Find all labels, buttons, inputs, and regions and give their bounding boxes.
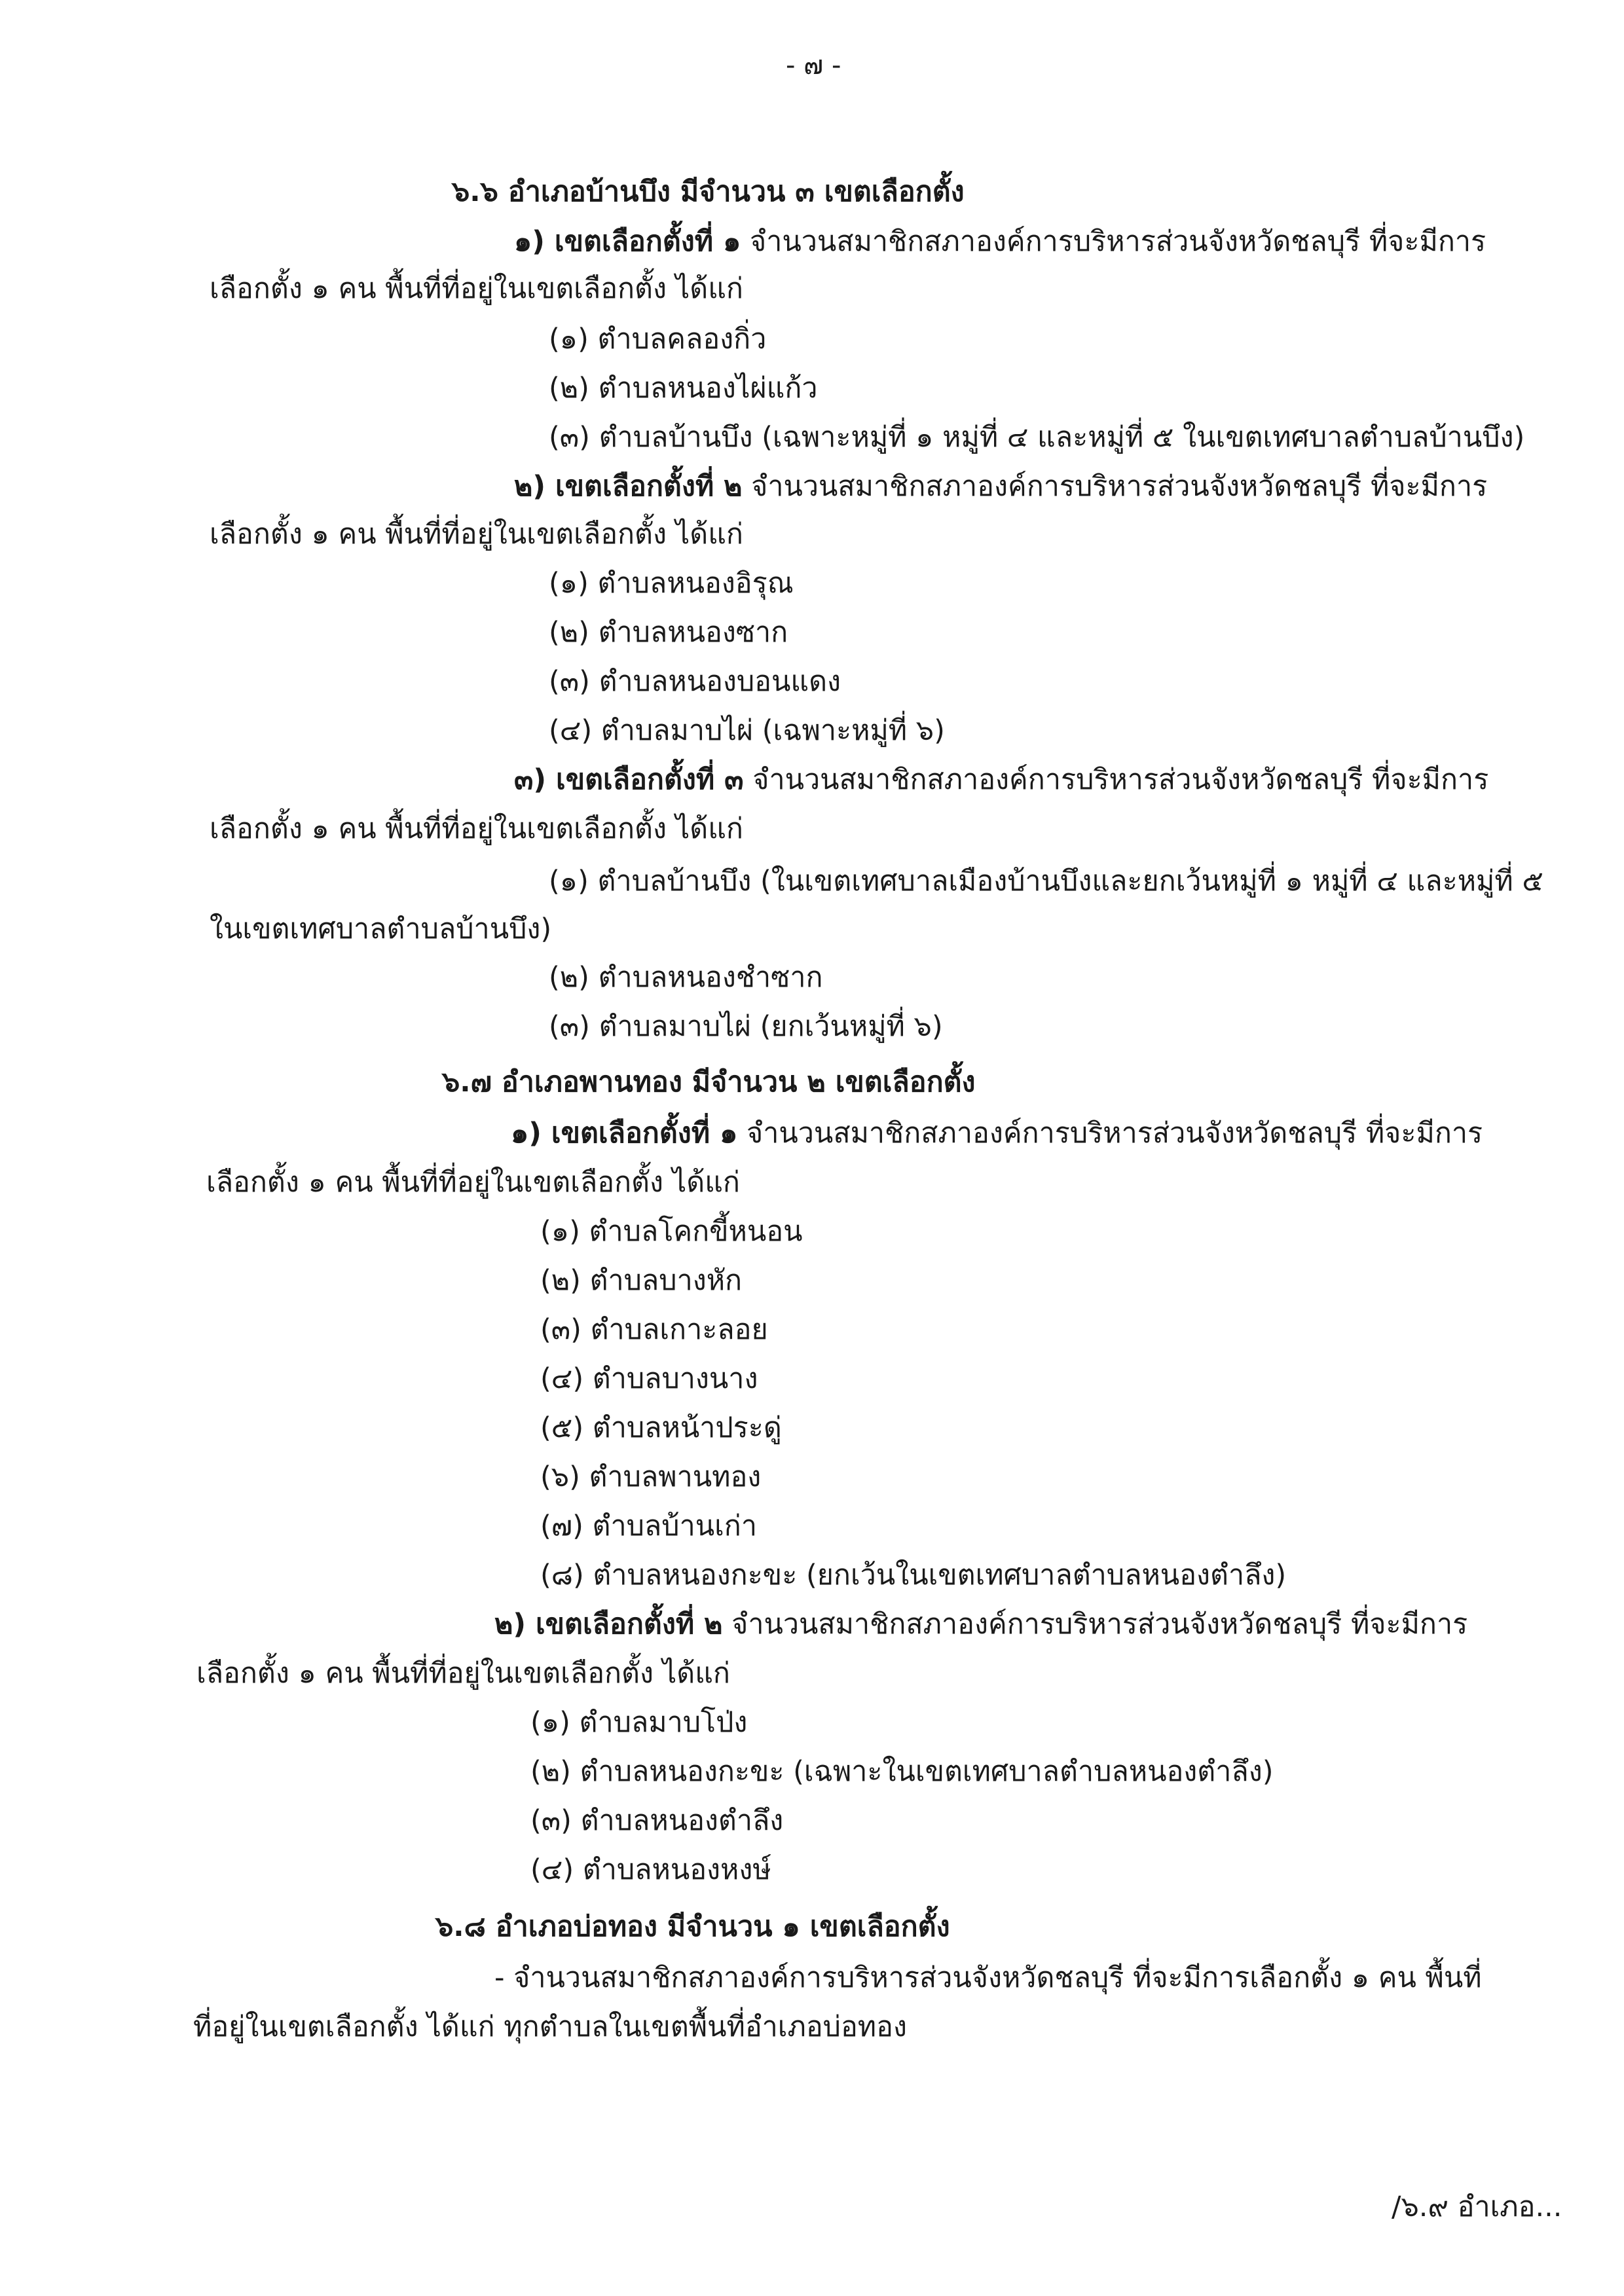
district-text: จำนวนสมาชิกสภาองค์การบริหารส่วนจังหวัดชลบุรี ที่จะมีการ <box>742 470 1488 503</box>
list-item: (๗) ตำบลบ้านเก่า <box>540 1510 757 1542</box>
district-label: ๓) เขตเลือกตั้งที่ ๓ <box>514 763 744 796</box>
list-item: (๑) ตำบลหนองอิรุณ <box>549 567 794 600</box>
list-item: (๓) ตำบลบ้านบึง (เฉพาะหมู่ที่ ๑ หมู่ที่ ๔ และหมู่ที่ ๕ ในเขตเทศบาลตำบลบ้านบึง) <box>549 421 1525 454</box>
district-2-paragraph <box>494 1608 1468 1641</box>
section-heading-6-6: ๖.๖ อำเภอบ้านบึง มีจำนวน ๓ เขตเลือกตั้ง <box>452 175 965 208</box>
district-text: จำนวนสมาชิกสภาองค์การบริหารส่วนจังหวัดชลบุรี ที่จะมีการ <box>722 1608 1468 1641</box>
list-item: (๓) ตำบลหนองบอนแดง <box>549 665 841 698</box>
district-text: จำนวนสมาชิกสภาองค์การบริหารส่วนจังหวัดชลบุรี ที่จะมีการ <box>737 1117 1483 1150</box>
section-heading-6-7: ๖.๗ อำเภอพานทอง มีจำนวน ๒ เขตเลือกตั้ง <box>442 1066 976 1099</box>
district-3-paragraph <box>514 763 1489 796</box>
list-item: (๑) ตำบลคลองกิ่ว <box>549 323 767 355</box>
section-paragraph-continuation: ที่อยู่ในเขตเลือกตั้ง ได้แก่ ทุกตำบลในเขตพื้นที่อำเภอบ่อทอง <box>193 2011 907 2043</box>
district-label: ๑) เขตเลือกตั้งที่ ๑ <box>514 225 741 258</box>
list-item: (๒) ตำบลหนองชำซาก <box>549 961 823 994</box>
page-number: - ๗ - <box>786 50 841 81</box>
list-item: (๓) ตำบลมาบไผ่ (ยกเว้นหมู่ที่ ๖) <box>549 1010 943 1043</box>
list-item: (๕) ตำบลหน้าประดู่ <box>540 1412 782 1444</box>
list-item: (๔) ตำบลมาบไผ่ (เฉพาะหมู่ที่ ๖) <box>549 714 945 747</box>
district-label: ๒) เขตเลือกตั้งที่ ๒ <box>494 1608 723 1641</box>
list-item: (๒) ตำบลบางหัก <box>540 1264 743 1297</box>
list-item: (๒) ตำบลหนองกะขะ (เฉพาะในเขตเทศบาลตำบลหนองตำลึง) <box>530 1755 1274 1788</box>
list-item: (๘) ตำบลหนองกะขะ (ยกเว้นในเขตเทศบาลตำบลหนองตำลึง) <box>540 1559 1287 1592</box>
district-text: จำนวนสมาชิกสภาองค์การบริหารส่วนจังหวัดชลบุรี ที่จะมีการ <box>741 225 1486 258</box>
list-item: (๑) ตำบลมาบโป่ง <box>530 1706 748 1739</box>
district-label: ๒) เขตเลือกตั้งที่ ๒ <box>514 470 743 503</box>
list-item: (๔) ตำบลบางนาง <box>540 1362 758 1395</box>
list-item: (๓) ตำบลหนองตำลึง <box>530 1804 784 1837</box>
district-2-continuation: เลือกตั้ง ๑ คน พื้นที่ที่อยู่ในเขตเลือกตั้ง ได้แก่ <box>196 1657 730 1690</box>
list-item-continuation: ในเขตเทศบาลตำบลบ้านบึง) <box>210 913 552 945</box>
list-item: (๒) ตำบลหนองไผ่แก้ว <box>549 372 818 405</box>
district-1-paragraph <box>511 1117 1483 1150</box>
list-item: (๓) ตำบลเกาะลอย <box>540 1313 768 1346</box>
district-1-continuation: เลือกตั้ง ๑ คน พื้นที่ที่อยู่ในเขตเลือกตั้ง ได้แก่ <box>206 1166 740 1199</box>
district-3-continuation: เลือกตั้ง ๑ คน พื้นที่ที่อยู่ในเขตเลือกตั้ง ได้แก่ <box>210 812 743 845</box>
list-item: (๑) ตำบลบ้านบึง (ในเขตเทศบาลเมืองบ้านบึงและยกเว้นหมู่ที่ ๑ หมู่ที่ ๔ และหมู่ที่ ๕ <box>549 865 1543 898</box>
list-item: (๒) ตำบลหนองซาก <box>549 616 788 649</box>
page-footer-continuation: /๖.๙ อำเภอ... <box>1392 2191 1562 2223</box>
section-heading-6-8: ๖.๘ อำเภอบ่อทอง มีจำนวน ๑ เขตเลือกตั้ง <box>435 1910 950 1943</box>
district-1-paragraph <box>514 225 1486 258</box>
district-1-continuation: เลือกตั้ง ๑ คน พื้นที่ที่อยู่ในเขตเลือกตั้ง ได้แก่ <box>210 272 743 305</box>
district-2-continuation: เลือกตั้ง ๑ คน พื้นที่ที่อยู่ในเขตเลือกตั้ง ได้แก่ <box>210 518 743 551</box>
district-2-paragraph <box>514 470 1488 503</box>
list-item: (๔) ตำบลหนองหงษ์ <box>530 1853 771 1886</box>
district-label: ๑) เขตเลือกตั้งที่ ๑ <box>511 1117 738 1150</box>
district-text: จำนวนสมาชิกสภาองค์การบริหารส่วนจังหวัดชลบุรี ที่จะมีการ <box>743 763 1489 796</box>
list-item: (๑) ตำบลโคกขี้หนอน <box>540 1215 803 1248</box>
section-paragraph: - จำนวนสมาชิกสภาองค์การบริหารส่วนจังหวัดชลบุรี ที่จะมีการเลือกตั้ง ๑ คน พื้นที่ <box>494 1961 1482 1994</box>
list-item: (๖) ตำบลพานทอง <box>540 1461 762 1493</box>
